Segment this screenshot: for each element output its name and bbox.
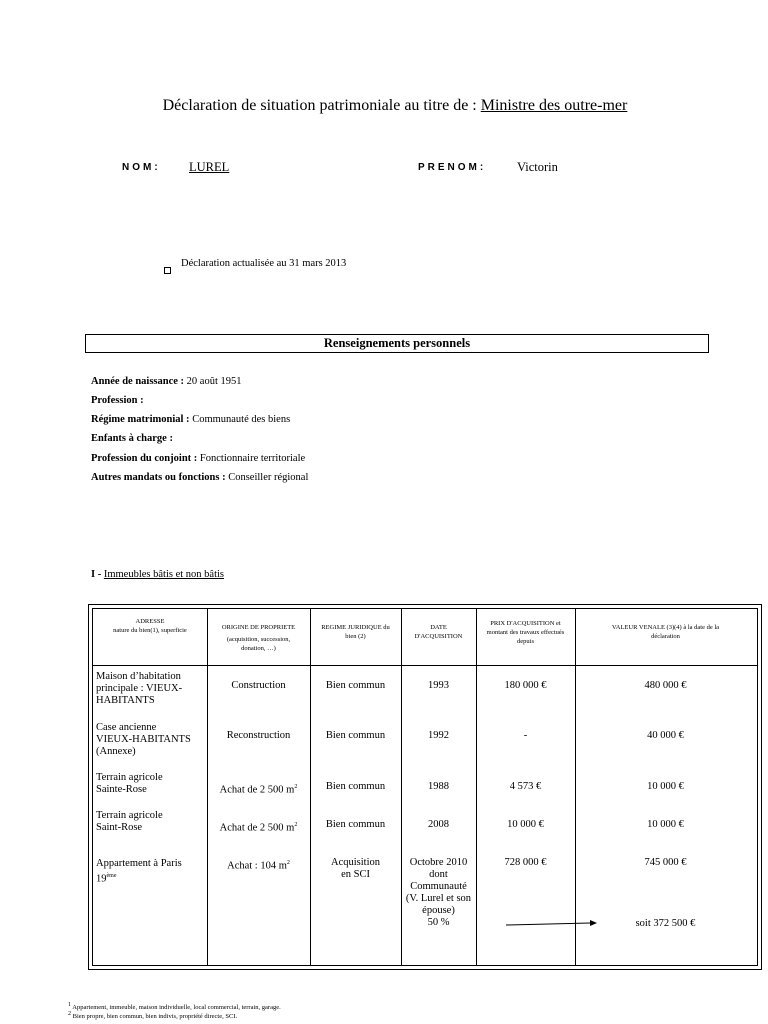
regime-label: Régime matrimonial : bbox=[91, 414, 190, 425]
row4-origine-sup: 2 bbox=[294, 822, 298, 828]
row1-adresse bbox=[96, 671, 206, 707]
header-date bbox=[401, 623, 476, 641]
row5-valeur: 745 000 € bbox=[644, 857, 687, 868]
row5-origine-text: Achat : 104 m bbox=[227, 860, 287, 872]
footnote-1 bbox=[68, 1002, 281, 1011]
row5-date-line: dont bbox=[429, 869, 448, 880]
row1-adresse-line: HABITANTS bbox=[96, 695, 155, 706]
header-date-line: D'ACQUISITION bbox=[414, 633, 463, 640]
row3-prix: 4 573 € bbox=[509, 781, 542, 792]
header-prix-line: PRIX D'ACQUISITION et bbox=[490, 620, 561, 627]
regime-value: Communauté des biens bbox=[189, 414, 291, 425]
spouse-value: Fonctionnaire territoriale bbox=[197, 453, 306, 464]
header-prix-line: montant des travaux effectués bbox=[486, 629, 565, 636]
row2-adresse bbox=[96, 722, 206, 758]
header-valeur-line: VALEUR VENALE (3)(4) à la date de la bbox=[611, 624, 720, 631]
mandates-line bbox=[91, 472, 308, 483]
header-valeur-line: déclaration bbox=[651, 633, 680, 640]
footnote-1-text: Appartement, immeuble, maison individuelle, local commercial, terrain, garage. bbox=[71, 1004, 281, 1012]
footnote-2-text: Bien propre, bien commun, bien indivis, propriété directe, SCI. bbox=[71, 1013, 238, 1021]
header-regime bbox=[310, 623, 401, 641]
row4-valeur: 10 000 € bbox=[647, 819, 684, 830]
title-office: Ministre des outre-mer bbox=[480, 97, 628, 114]
footnote-1-number: 1 bbox=[68, 1002, 71, 1008]
row1-adresse-line: Maison d’habitation bbox=[96, 671, 181, 682]
profession-line bbox=[91, 395, 144, 406]
nom-value: LUREL bbox=[189, 160, 230, 174]
row5-adresse-num: 19 bbox=[96, 873, 107, 885]
row3-adresse-line: Sainte-Rose bbox=[96, 784, 147, 795]
profession-label: Profession : bbox=[91, 395, 144, 406]
header-prix-line: depuis bbox=[517, 638, 534, 645]
header-adresse-line: nature du bien(1), superficie bbox=[113, 627, 187, 634]
property-table bbox=[88, 604, 762, 970]
row4-prix: 10 000 € bbox=[507, 819, 544, 830]
row2-valeur: 40 000 € bbox=[647, 730, 684, 741]
row5-date bbox=[401, 857, 476, 929]
row5-regime-line: en SCI bbox=[341, 869, 370, 880]
row2-regime: Bien commun bbox=[325, 730, 386, 741]
document-title bbox=[0, 97, 768, 115]
row5-date-line: 50 % bbox=[427, 917, 450, 928]
row3-regime: Bien commun bbox=[325, 781, 386, 792]
children-label: Enfants à charge : bbox=[91, 433, 173, 444]
mandates-value: Conseiller régional bbox=[225, 472, 309, 483]
header-valeur bbox=[575, 623, 756, 641]
header-origine bbox=[207, 623, 310, 653]
header-regime-line: REGIME JURIDIQUE du bbox=[321, 624, 390, 631]
row1-regime: Bien commun bbox=[325, 680, 386, 691]
header-adresse-line: ADRESSE bbox=[135, 618, 165, 625]
row2-adresse-line: Case ancienne bbox=[96, 722, 157, 733]
row5-regime-line: Acquisition bbox=[331, 857, 380, 868]
update-note: Déclaration actualisée au 31 mars 2013 bbox=[181, 258, 347, 269]
header-origine-line: (acquisition, succession, bbox=[226, 636, 291, 643]
row5-adresse-sup: ème bbox=[106, 873, 117, 879]
row5-date-line: Octobre 2010 bbox=[409, 857, 468, 868]
row4-adresse-line: Saint-Rose bbox=[96, 822, 143, 833]
row5-origine-sup: 2 bbox=[286, 860, 290, 866]
row3-adresse bbox=[96, 772, 206, 796]
header-origine-line: ORIGINE DE PROPRIETE bbox=[221, 624, 296, 631]
row3-origine bbox=[207, 781, 310, 797]
row5-origine bbox=[207, 857, 310, 873]
section-1-prefix: I - bbox=[91, 569, 104, 580]
section-1-title: Immeubles bâtis et non bâtis bbox=[103, 569, 224, 580]
row5-valeur-note: soit 372 500 € bbox=[635, 918, 696, 929]
children-line bbox=[91, 433, 173, 444]
row4-regime: Bien commun bbox=[325, 819, 386, 830]
row5-date-line: (V. Lurel et son bbox=[405, 893, 472, 904]
header-adresse bbox=[93, 617, 207, 635]
row3-date: 1988 bbox=[428, 781, 449, 792]
row1-prix: 180 000 € bbox=[504, 680, 547, 691]
property-table-grid bbox=[92, 608, 758, 966]
row5-adresse bbox=[96, 858, 206, 886]
row1-origine: Construction bbox=[231, 680, 286, 691]
row1-valeur: 480 000 € bbox=[644, 680, 687, 691]
row3-valeur: 10 000 € bbox=[647, 781, 684, 792]
row5-adresse-line bbox=[96, 870, 206, 886]
birth-label: Année de naissance : bbox=[91, 376, 185, 387]
header-regime-line: bien (2) bbox=[345, 633, 366, 640]
section-1-heading bbox=[91, 569, 224, 580]
regime-line bbox=[91, 414, 290, 425]
row5-adresse-line: Appartement à Paris bbox=[96, 858, 182, 869]
checkbox-icon bbox=[164, 261, 171, 279]
row4-origine bbox=[207, 819, 310, 835]
row4-adresse-line: Terrain agricole bbox=[96, 810, 163, 821]
row5-prix: 728 000 € bbox=[504, 857, 547, 868]
title-prefix: Déclaration de situation patrimoniale au titre de : bbox=[162, 97, 481, 114]
spouse-line bbox=[91, 453, 305, 464]
personal-section-title: Renseignements personnels bbox=[85, 334, 709, 353]
birth-value: 20 août 1951 bbox=[184, 376, 242, 387]
row1-date: 1993 bbox=[428, 680, 449, 691]
row3-adresse-line: Terrain agricole bbox=[96, 772, 163, 783]
row2-prix: - bbox=[523, 730, 528, 741]
prenom-value: Victorin bbox=[517, 160, 558, 174]
row2-date: 1992 bbox=[428, 730, 449, 741]
header-origine-line: donation, …) bbox=[241, 645, 276, 652]
row2-origine: Reconstruction bbox=[226, 730, 291, 741]
row2-adresse-line: (Annexe) bbox=[96, 746, 136, 757]
spouse-label: Profession du conjoint : bbox=[91, 453, 198, 464]
header-date-line: DATE bbox=[430, 624, 447, 631]
prenom-label: PRENOM: bbox=[418, 162, 487, 173]
row1-adresse-line: principale : VIEUX- bbox=[96, 683, 183, 694]
row2-adresse-line: VIEUX-HABITANTS bbox=[96, 734, 191, 745]
row4-adresse bbox=[96, 810, 206, 834]
row4-origine-text: Achat de 2 500 m bbox=[219, 822, 295, 834]
header-divider bbox=[93, 665, 757, 666]
row5-date-line: Communauté bbox=[410, 881, 467, 892]
footnote-2-number: 2 bbox=[68, 1011, 71, 1017]
nom-label: NOM: bbox=[122, 162, 161, 173]
birth-line bbox=[91, 376, 242, 387]
footnote-2 bbox=[68, 1011, 237, 1020]
header-prix bbox=[476, 619, 575, 646]
row5-date-line: épouse) bbox=[422, 905, 455, 916]
row3-origine-sup: 2 bbox=[294, 784, 298, 790]
row3-origine-text: Achat de 2 500 m bbox=[219, 784, 295, 796]
mandates-label: Autres mandats ou fonctions : bbox=[91, 472, 226, 483]
row5-regime bbox=[310, 857, 401, 881]
row4-date: 2008 bbox=[428, 819, 449, 830]
